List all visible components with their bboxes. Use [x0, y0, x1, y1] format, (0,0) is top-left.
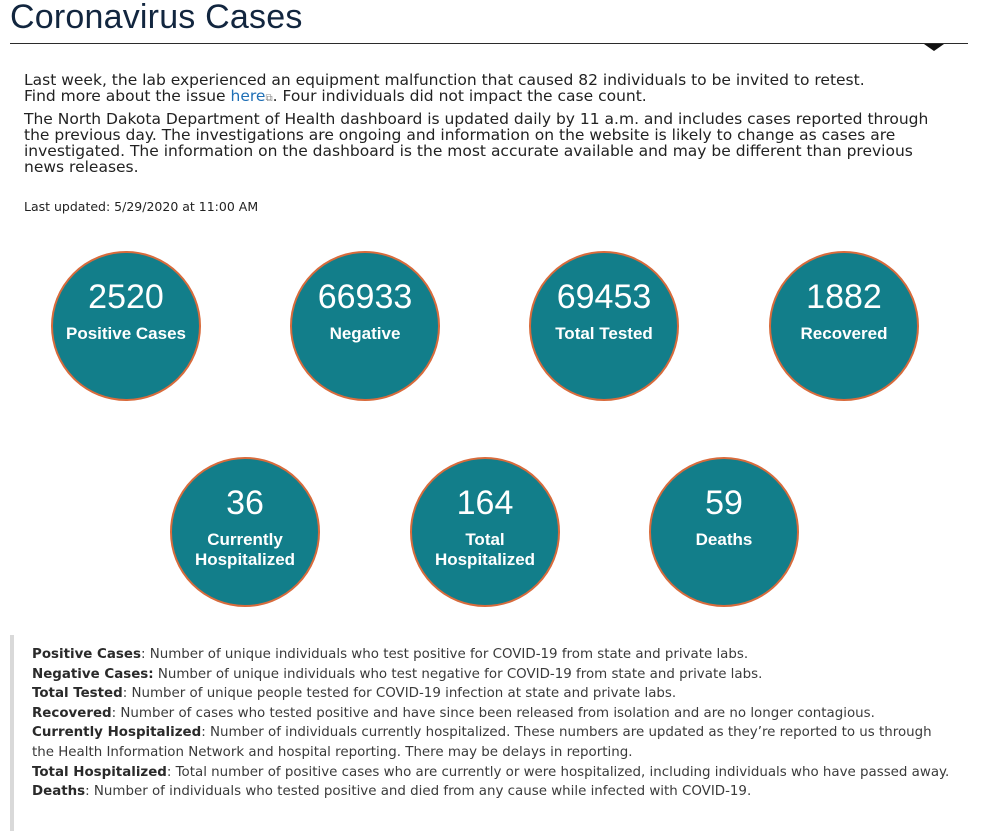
definition-term: Negative Cases:: [32, 666, 154, 682]
definition-term: Recovered: [32, 705, 112, 721]
notice-after-link: . Four individuals did not impact the case count.: [272, 87, 647, 105]
notice-line1: Last week, the lab experienced an equipment malfunction that caused 82 individuals to be invited to retest.: [24, 71, 865, 89]
definition-deaths: [32, 782, 955, 802]
definition-text: : Number of unique individuals who test positive for COVID-19 from state and private labs.: [140, 647, 749, 662]
stat-label-line2: Hospitalized: [194, 550, 296, 569]
intro-section: [24, 72, 954, 179]
definition-text: : Total number of positive cases who are currently or were hospitalized, including individuals who have passed away.: [166, 764, 950, 780]
stat-value: 66933: [317, 278, 413, 316]
stat-label-line2: Hospitalized: [434, 550, 536, 569]
external-link-icon: ⧉: [265, 93, 273, 104]
stat-value: 2520: [88, 278, 164, 316]
stat-value: 69453: [556, 278, 652, 316]
stat-label: Recovered: [800, 324, 888, 343]
stat-value: 59: [705, 484, 743, 522]
stat-positive-cases: [51, 251, 201, 401]
definition-term: Currently Hospitalized: [32, 725, 202, 741]
title-divider: [10, 43, 968, 44]
stat-currently-hospitalized: [170, 457, 320, 607]
definition-text: : Number of cases who tested positive and have since been released from isolation and are no longer contagious.: [111, 705, 875, 721]
definition-currently-hospitalized: [32, 723, 955, 762]
definition-text: : Number of individuals currently hospitalized. These numbers are updated as they’re reported to us through the Health Information Network and hospital reporting. There may be delays in reporting.: [32, 725, 932, 760]
stat-label-line1: Total: [465, 530, 505, 549]
definition-term: Total Tested: [32, 686, 123, 702]
definition-text: : Number of individuals who tested positive and died from any cause while infected with COVID-19.: [85, 784, 752, 800]
last-updated: Last updated: 5/29/2020 at 11:00 AM: [24, 199, 259, 214]
definition-text: : Number of unique people tested for COVID-19 infection at state and private labs.: [122, 686, 677, 702]
stat-label: [412, 530, 558, 570]
definition-term: Positive Cases: [32, 647, 141, 662]
definition-total-hospitalized: [32, 763, 955, 783]
info-paragraph: The North Dakota Department of Health dashboard is updated daily by 11 a.m. and includes cases reported through the previous day. The investigations are ongoing and information on the website is likely to change as cases are investigated. The information on the dashboard is the most accurate available and may be different than previous news releases.: [24, 110, 929, 176]
definition-text: Number of unique individuals who test negative for COVID-19 from state and private labs.: [153, 666, 763, 682]
stat-recovered: [769, 251, 919, 401]
definition-positive-cases: [32, 645, 955, 665]
definition-term: Deaths: [32, 784, 86, 800]
stat-negative: [290, 251, 440, 401]
stat-total-hospitalized: [410, 457, 560, 607]
caret-down-icon[interactable]: [924, 44, 944, 51]
definition-negative-cases: [32, 665, 955, 685]
stat-label: Positive Cases: [65, 324, 186, 343]
stat-label: Deaths: [695, 530, 753, 549]
definition-term: Total Hospitalized: [32, 764, 167, 780]
definitions-panel: [10, 635, 955, 831]
page-title: Coronavirus Cases: [10, 0, 303, 36]
issue-link[interactable]: here: [230, 87, 266, 105]
stat-label-line1: Currently: [207, 530, 283, 549]
stat-value: 164: [456, 484, 514, 522]
stat-deaths: [649, 457, 799, 607]
notice-paragraph: [24, 72, 954, 107]
stat-total-tested: [529, 251, 679, 401]
definition-recovered: [32, 704, 955, 724]
stat-label: Total Tested: [555, 324, 653, 343]
definition-total-tested: [32, 684, 955, 704]
stat-value: 1882: [806, 278, 882, 316]
stat-label: Negative: [329, 324, 401, 343]
notice-before-link: Find more about the issue: [24, 87, 231, 105]
stat-value: 36: [226, 484, 264, 522]
stat-label: [172, 530, 318, 570]
